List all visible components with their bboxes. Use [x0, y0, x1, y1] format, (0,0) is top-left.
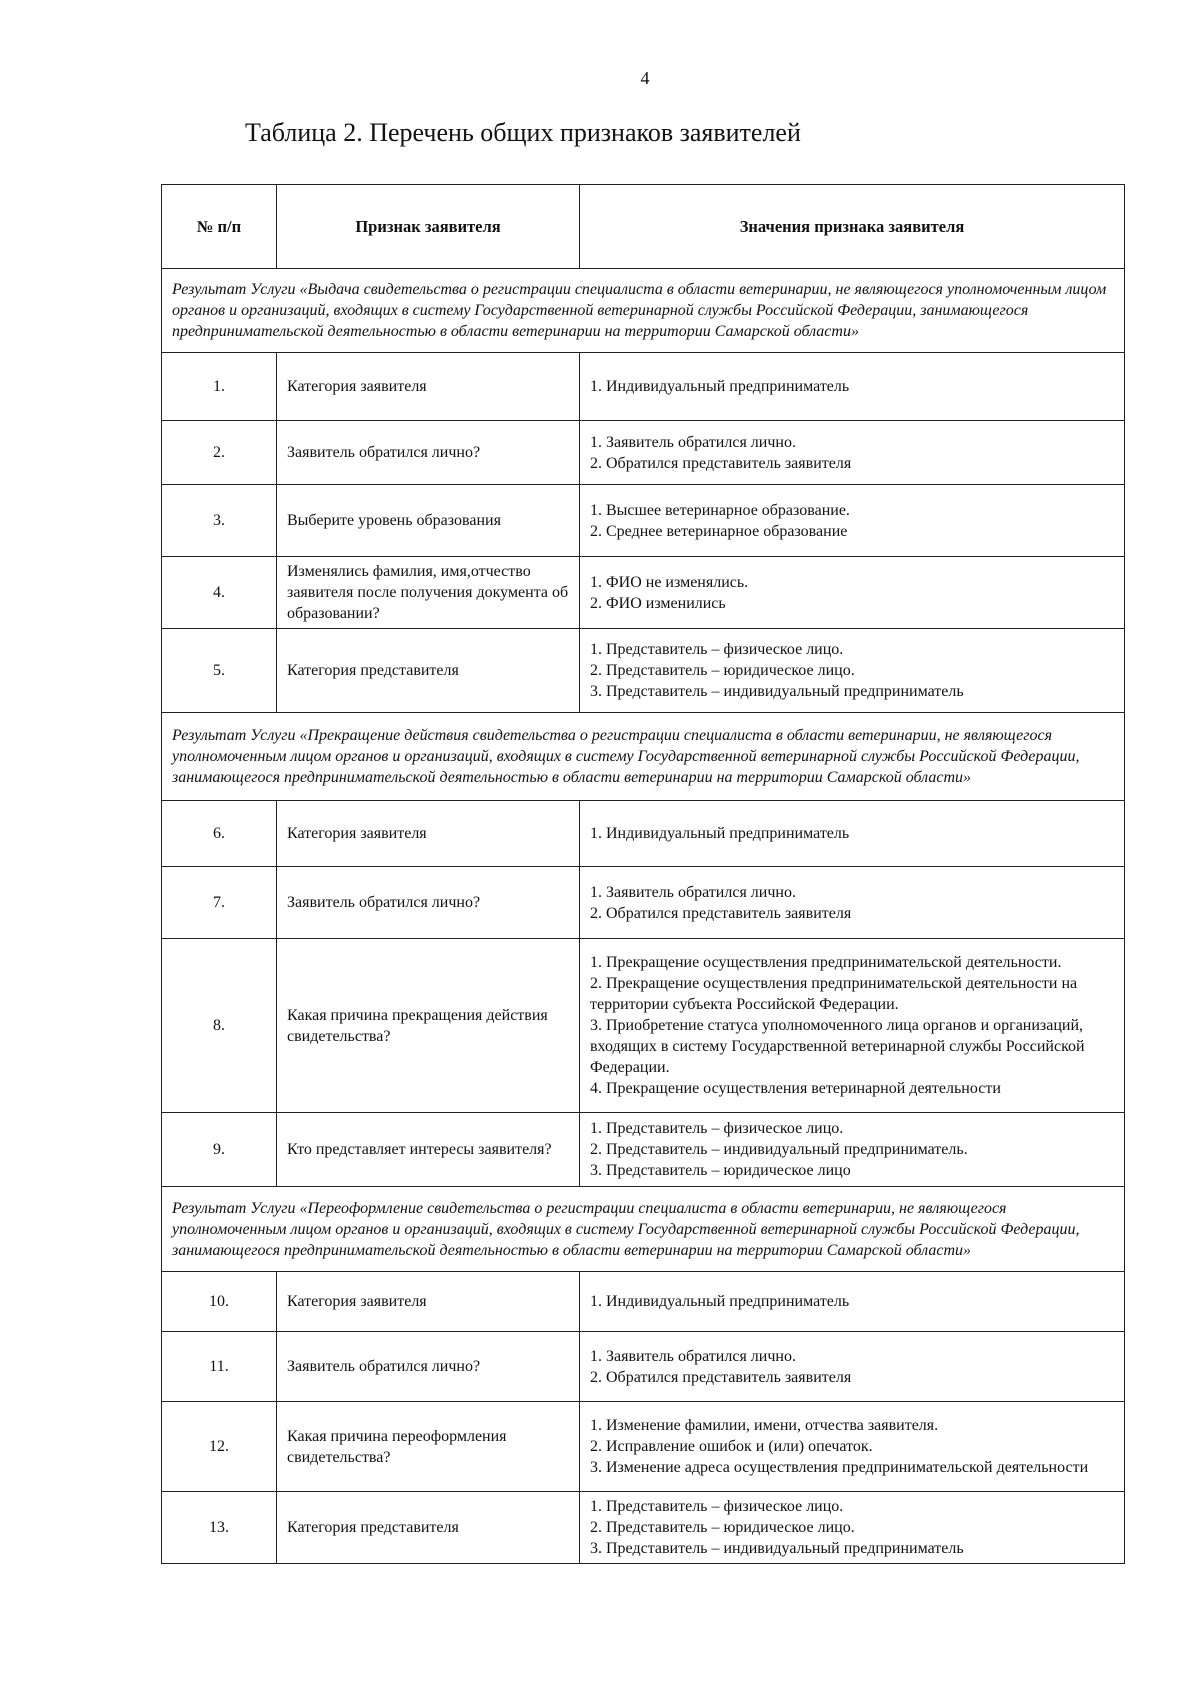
table-row	[162, 939, 1125, 1113]
table-row	[162, 557, 1125, 629]
sign-value-item: 2. Исправление ошибок и (или) опечаток.	[590, 1438, 873, 1455]
sign-value-item: 1. Заявитель обратился лично.	[590, 1347, 796, 1365]
sign-values	[580, 629, 1125, 713]
sign-values	[580, 801, 1125, 867]
sign-values	[580, 1402, 1125, 1492]
sign-value-item: 2. Обратился представитель заявителя	[590, 454, 852, 472]
service-result-text: Результат Услуги «Выдача свидетельства о регистрации специалиста в области ветеринарии, не являющегося уполномоченным лицом органов и организаций, входящих в систему Государственной ветеринарной службы Российской Федерации, занимающегося предпринимательской деятельностью в области ветеринарии на территории Самарской области»	[162, 269, 1125, 353]
header-number: № п/п	[162, 185, 277, 269]
table-row	[162, 1492, 1125, 1564]
row-number: 8.	[162, 939, 277, 1113]
table-row	[162, 1402, 1125, 1492]
sign-value-item: 1. Представитель – физическое лицо.	[590, 1498, 844, 1515]
applicant-sign: Какая причина прекращения действия свидетельства?	[277, 939, 580, 1113]
table-row	[162, 1113, 1125, 1187]
applicant-sign: Выберите уровень образования	[277, 485, 580, 557]
applicant-sign: Заявитель обратился лично?	[277, 1332, 580, 1402]
applicant-sign: Категория заявителя	[277, 801, 580, 867]
sign-value-item: 2. Среднее ветеринарное образование	[590, 522, 848, 540]
sign-value-item: 1. Высшее ветеринарное образование.	[590, 501, 850, 519]
page-number: 4	[640, 68, 650, 88]
sign-value-item: 1. ФИО не изменялись.	[590, 573, 749, 591]
applicant-sign: Категория представителя	[277, 629, 580, 713]
sign-value-item: 3. Представитель – индивидуальный предприниматель	[590, 683, 964, 700]
row-number: 4.	[162, 557, 277, 629]
applicant-signs-table	[161, 184, 1125, 1564]
header-sign: Признак заявителя	[277, 185, 580, 269]
sign-value-item: 1. Индивидуальный предприниматель	[590, 1293, 850, 1310]
row-number: 12.	[162, 1402, 277, 1492]
applicant-sign: Категория заявителя	[277, 353, 580, 421]
sign-value-item: 3. Приобретение статуса уполномоченного лица органов и организаций, входящих в систему Государственной ветеринарной службы Российской Федерации.	[590, 1017, 1085, 1076]
sign-value-item: 2. Представитель – юридическое лицо.	[590, 662, 855, 679]
sign-value-item: 3. Изменение адреса осуществления предпринимательской деятельности	[590, 1459, 1089, 1476]
sign-value-item: 2. Обратился представитель заявителя	[590, 1368, 852, 1386]
row-number: 13.	[162, 1492, 277, 1564]
sign-value-item: 1. Изменение фамилии, имени, отчества заявителя.	[590, 1417, 939, 1434]
table-title: Таблица 2. Перечень общих признаков заявителей	[245, 118, 801, 147]
table-row	[162, 1272, 1125, 1332]
sign-value-item: 1. Индивидуальный предприниматель	[590, 825, 850, 842]
table-row	[162, 1332, 1125, 1402]
applicant-sign: Категория представителя	[277, 1492, 580, 1564]
row-number: 9.	[162, 1113, 277, 1187]
service-result-text: Результат Услуги «Переоформление свидетельства о регистрации специалиста в области ветеринарии, не являющегося уполномоченным лицом органов и организаций, входящих в систему Государственной ветеринарной службы Российской Федерации, занимающегося предпринимательской деятельностью в области ветеринарии на территории Самарской области»	[162, 1187, 1125, 1272]
row-number: 7.	[162, 867, 277, 939]
sign-value-item: 1. Прекращение осуществления предпринимательской деятельности.	[590, 954, 1062, 971]
sign-value-item: 1. Представитель – физическое лицо.	[590, 1120, 844, 1137]
sign-values	[580, 1492, 1125, 1564]
sign-values	[580, 421, 1125, 485]
row-number: 5.	[162, 629, 277, 713]
sign-values	[580, 867, 1125, 939]
table-row	[162, 353, 1125, 421]
applicant-sign: Заявитель обратился лично?	[277, 867, 580, 939]
sign-value-item: 2. Обратился представитель заявителя	[590, 904, 852, 922]
table-row	[162, 421, 1125, 485]
applicant-sign: Заявитель обратился лично?	[277, 421, 580, 485]
sign-value-item: 3. Представитель – индивидуальный предприниматель	[590, 1540, 964, 1557]
applicant-sign: Какая причина переоформления свидетельства?	[277, 1402, 580, 1492]
result-section-row	[162, 713, 1125, 801]
sign-value-item: 2. ФИО изменились	[590, 594, 726, 612]
applicant-sign: Категория заявителя	[277, 1272, 580, 1332]
sign-values	[580, 939, 1125, 1113]
row-number: 2.	[162, 421, 277, 485]
sign-value-item: 1. Заявитель обратился лично.	[590, 433, 796, 451]
row-number: 11.	[162, 1332, 277, 1402]
sign-values	[580, 1113, 1125, 1187]
sign-value-item: 1. Представитель – физическое лицо.	[590, 641, 844, 658]
sign-value-item: 3. Представитель – юридическое лицо	[590, 1162, 851, 1179]
sign-values	[580, 353, 1125, 421]
row-number: 3.	[162, 485, 277, 557]
sign-values	[580, 1332, 1125, 1402]
applicant-sign: Кто представляет интересы заявителя?	[277, 1113, 580, 1187]
row-number: 1.	[162, 353, 277, 421]
sign-value-item: 1. Индивидуальный предприниматель	[590, 378, 850, 395]
applicant-sign: Изменялись фамилия, имя,отчество заявителя после получения документа об образовании?	[277, 557, 580, 629]
table-body	[162, 269, 1125, 1564]
sign-value-item: 2. Прекращение осуществления предпринимательской деятельности на территории субъекта Российской Федерации.	[590, 975, 1078, 1013]
table-row	[162, 629, 1125, 713]
table-row	[162, 801, 1125, 867]
table-row	[162, 485, 1125, 557]
sign-value-item: 2. Представитель – индивидуальный предприниматель.	[590, 1141, 968, 1158]
table-row	[162, 867, 1125, 939]
row-number: 10.	[162, 1272, 277, 1332]
result-section-row	[162, 269, 1125, 353]
result-section-row	[162, 1187, 1125, 1272]
service-result-text: Результат Услуги «Прекращение действия свидетельства о регистрации специалиста в области ветеринарии, не являющегося уполномоченным лицом органов и организаций, входящих в систему Государственной ветеринарной службы Российской Федерации, занимающегося предпринимательской деятельностью в области ветеринарии на территории Самарской области»	[162, 713, 1125, 801]
table-header-row	[162, 185, 1125, 269]
sign-value-item: 2. Представитель – юридическое лицо.	[590, 1519, 855, 1536]
sign-value-item: 4. Прекращение осуществления ветеринарной деятельности	[590, 1080, 1001, 1097]
sign-values	[580, 1272, 1125, 1332]
sign-values	[580, 557, 1125, 629]
header-values: Значения признака заявителя	[580, 185, 1125, 269]
sign-value-item: 1. Заявитель обратился лично.	[590, 883, 796, 901]
row-number: 6.	[162, 801, 277, 867]
sign-values	[580, 485, 1125, 557]
